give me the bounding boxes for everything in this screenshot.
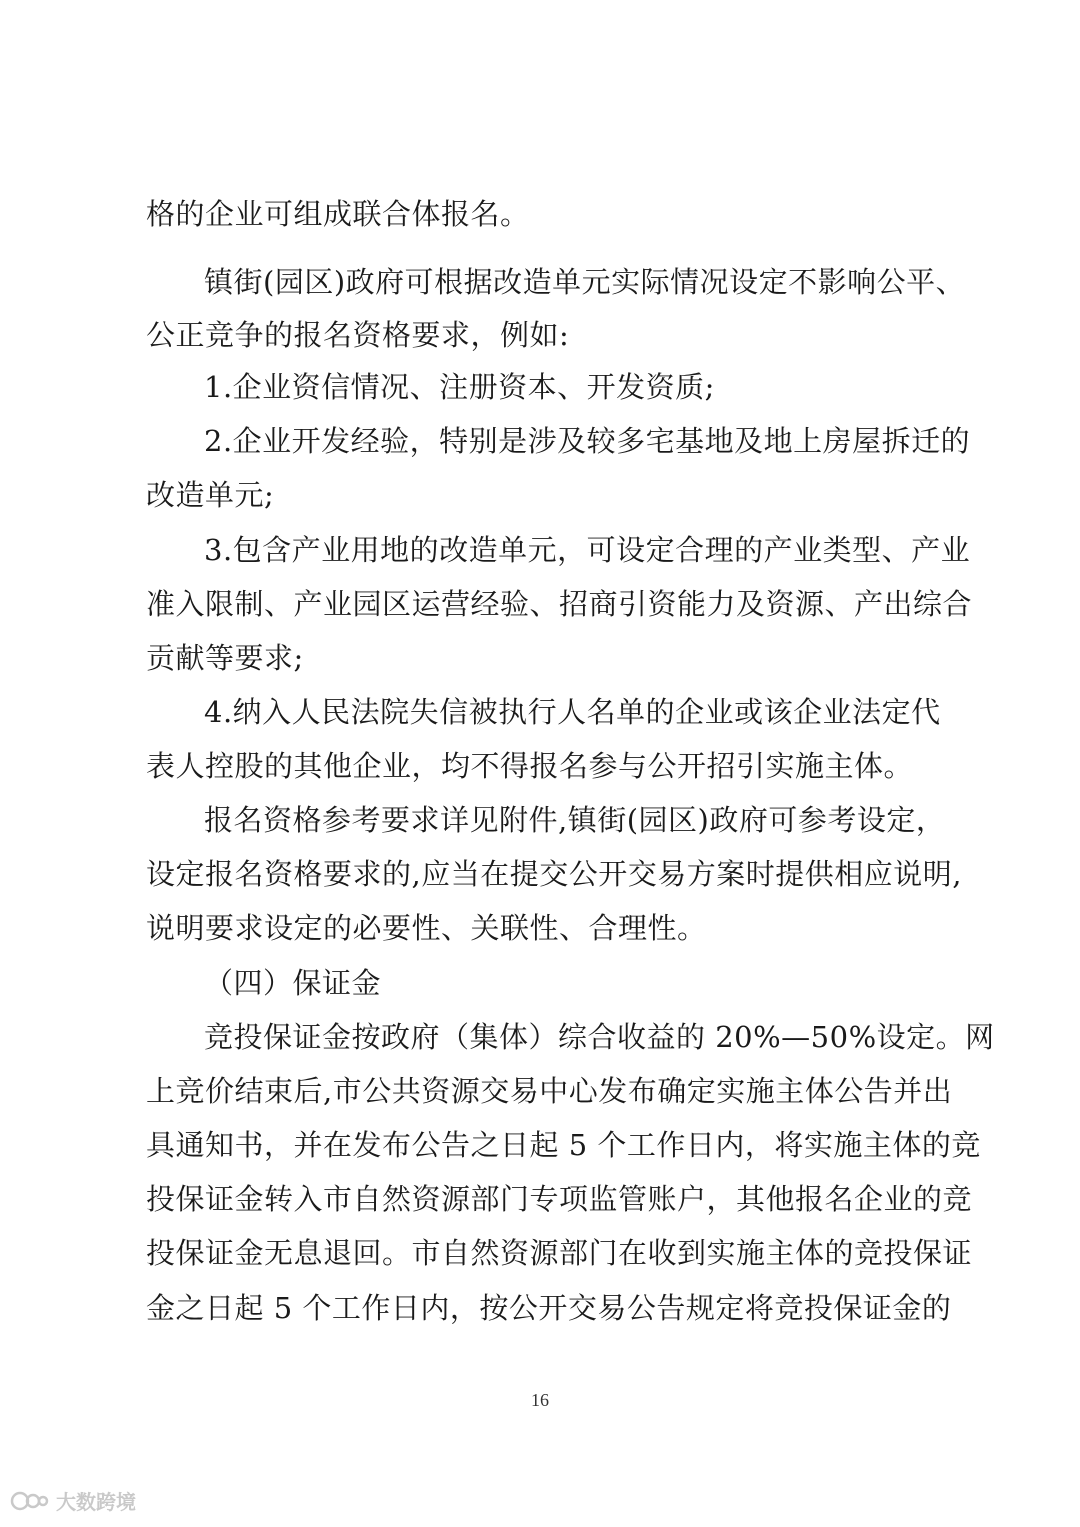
paragraph-line: 报名资格参考要求详见附件,镇街(园区)政府可参考设定， bbox=[204, 803, 946, 837]
watermark bbox=[10, 1486, 136, 1515]
paragraph-line: 上竞价结束后,市公共资源交易中心发布确定实施主体公告并出 bbox=[146, 1074, 953, 1108]
logo-icon bbox=[10, 1488, 50, 1514]
paragraph-line: 镇街(园区)政府可根据改造单元实际情况设定不影响公平、 bbox=[204, 265, 966, 299]
watermark-text: 大数跨境 bbox=[56, 1490, 136, 1514]
paragraph-line: 投保证金无息退回。市自然资源部门在收到实施主体的竞投保证 bbox=[146, 1236, 973, 1270]
paragraph-line: 设定报名资格要求的,应当在提交公开交易方案时提供相应说明, bbox=[146, 857, 962, 891]
list-item: 1.企业资信情况、注册资本、开发资质; bbox=[204, 370, 715, 404]
paragraph-line: 公正竞争的报名资格要求，例如: bbox=[146, 318, 570, 352]
paragraph-line: 贡献等要求; bbox=[146, 641, 304, 675]
paragraph-line: 改造单元; bbox=[146, 478, 275, 512]
paragraph-line: 投保证金转入市自然资源部门专项监管账户，其他报名企业的竞 bbox=[146, 1182, 973, 1216]
list-item: 2.企业开发经验，特别是涉及较多宅基地及地上房屋拆迁的 bbox=[204, 424, 971, 458]
paragraph-line: 说明要求设定的必要性、关联性、合理性。 bbox=[146, 911, 707, 945]
paragraph-line: 竞投保证金按政府（集体）综合收益的 20%—50%设定。网 bbox=[204, 1020, 995, 1054]
paragraph-line: 具通知书，并在发布公告之日起 5 个工作日内，将实施主体的竞 bbox=[146, 1128, 981, 1162]
paragraph-line: 金之日起 5 个工作日内，按公开交易公告规定将竞投保证金的 bbox=[146, 1291, 952, 1325]
list-item: 3.包含产业用地的改造单元，可设定合理的产业类型、产业 bbox=[204, 533, 971, 567]
paragraph-line: 表人控股的其他企业，均不得报名参与公开招引实施主体。 bbox=[146, 749, 914, 783]
list-item: 4.纳入人民法院失信被执行人名单的企业或该企业法定代 bbox=[204, 695, 941, 729]
paragraph-line: 格的企业可组成联合体报名。 bbox=[146, 197, 530, 231]
page-number: 16 bbox=[531, 1390, 549, 1410]
paragraph-line: 准入限制、产业园区运营经验、招商引资能力及资源、产出综合 bbox=[146, 587, 973, 621]
section-heading: （四）保证金 bbox=[204, 966, 382, 1000]
